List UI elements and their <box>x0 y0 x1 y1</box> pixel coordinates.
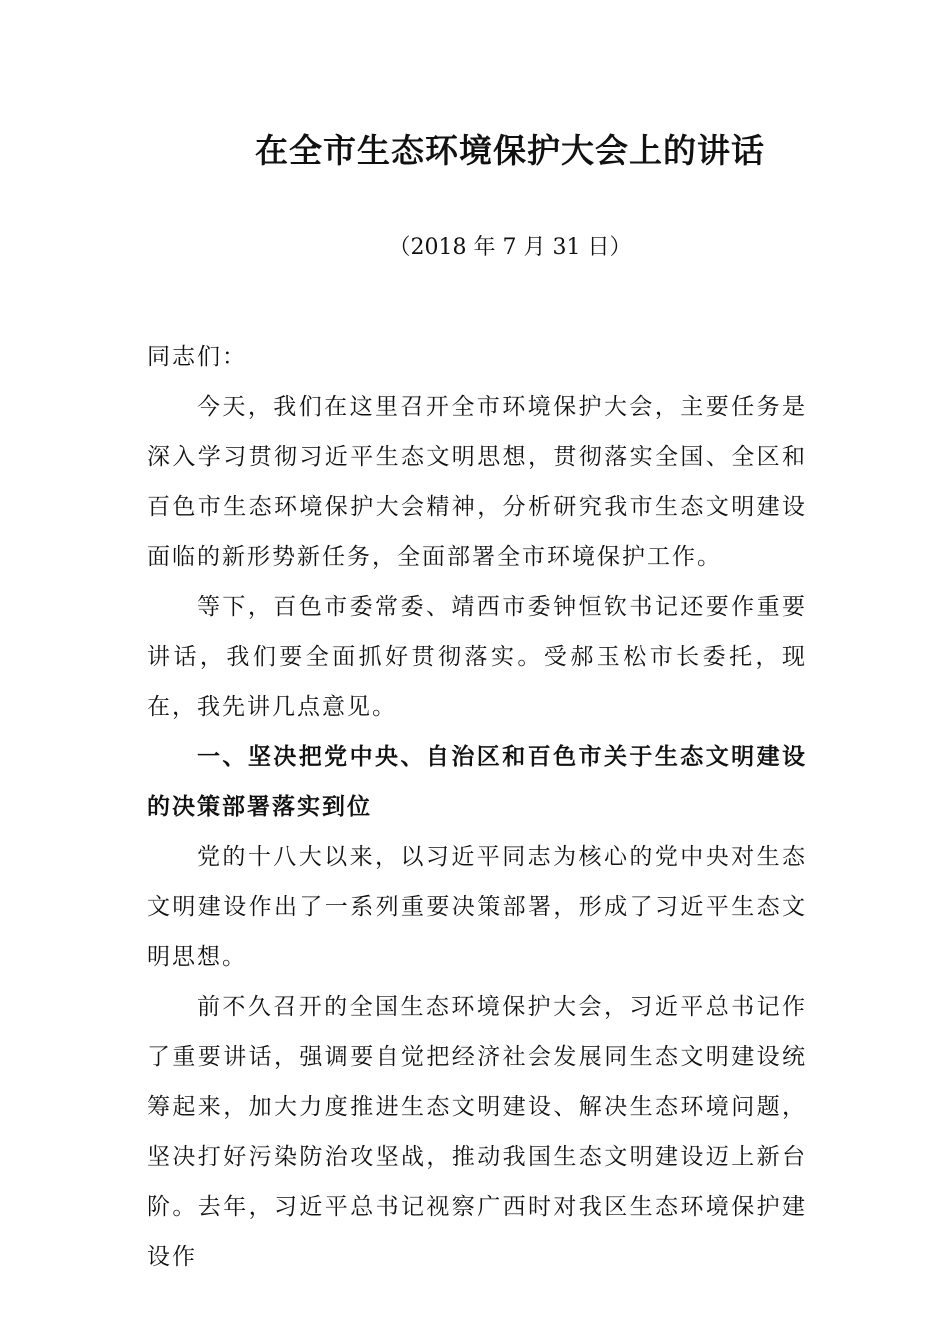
greeting: 同志们： <box>147 344 247 370</box>
document-title: 在全市生态环境保护大会上的讲话 <box>255 131 765 170</box>
paragraph: 等下，百色市委常委、靖西市委钟恒钦书记还要作重要讲话，我们要全面抓好贯彻落实。受郝玉松市长委托，现在，我先讲几点意见。 <box>147 594 807 720</box>
document-body <box>147 332 807 1282</box>
document-date: （2018 年 7 月 31 日） <box>388 235 632 260</box>
paragraph: 今天，我们在这里召开全市环境保护大会，主要任务是深入学习贯彻习近平生态文明思想，贯彻落实全国、全区和百色市生态环境保护大会精神，分析研究我市生态文明建设面临的新形势新任务，全面部署全市环境保护工作。 <box>147 394 807 570</box>
paragraph: 党的十八大以来，以习近平同志为核心的党中央对生态文明建设作出了一系列重要决策部署，形成了习近平生态文明思想。 <box>147 844 807 970</box>
paragraph: 前不久召开的全国生态环境保护大会，习近平总书记作了重要讲话，强调要自觉把经济社会发展同生态文明建设统筹起来，加大力度推进生态文明建设、解决生态环境问题，坚决打好污染防治攻坚战，推动我国生态文明建设迈上新台阶。去年，习近平总书记视察广西时对我区生态环境保护建设作 <box>147 994 807 1270</box>
section-heading: 一、坚决把党中央、自治区和百色市关于生态文明建设的决策部署落实到位 <box>147 744 807 820</box>
